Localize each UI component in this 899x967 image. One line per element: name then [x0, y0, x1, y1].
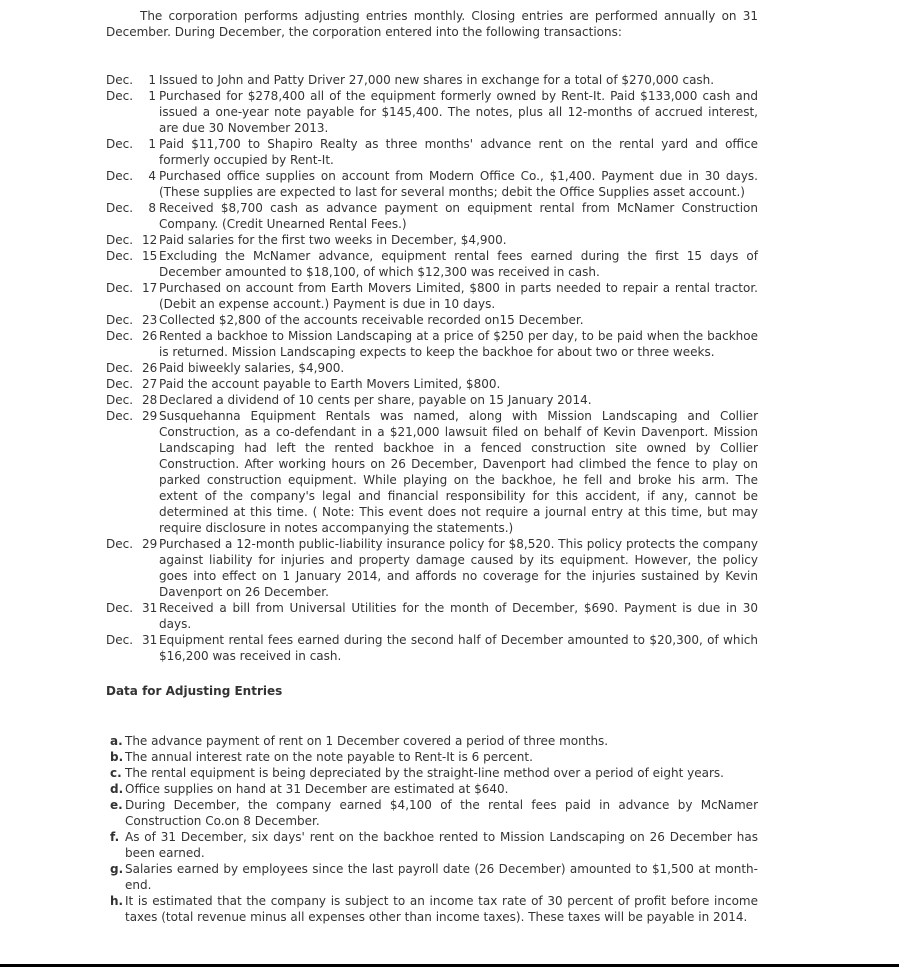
transaction-month: Dec.: [106, 169, 134, 183]
transaction-month: Dec.: [106, 377, 134, 391]
transaction-day: 15: [142, 249, 158, 263]
transaction-item: [106, 536, 758, 600]
transaction-day: 4: [148, 169, 156, 183]
transaction-date: [106, 408, 159, 536]
adjusting-letter: e.: [110, 798, 123, 812]
transaction-item: [106, 88, 758, 136]
transaction-text: Paid the account payable to Earth Movers Limited, $800.: [159, 377, 501, 391]
transaction-month: Dec.: [106, 137, 134, 151]
transaction-month: Dec.: [106, 393, 134, 407]
transaction-month: Dec.: [106, 361, 134, 375]
transaction-text: Received a bill from Universal Utilities for the month of December, $690. Payment is due in 30 days.: [159, 601, 758, 631]
adjusting-item: [110, 797, 758, 829]
transaction-month: Dec.: [106, 201, 134, 215]
transaction-day: 1: [148, 89, 156, 103]
adjusting-heading: Data for Adjusting Entries: [106, 684, 283, 698]
adjusting-letter: h.: [110, 894, 124, 908]
transaction-text: Purchased on account from Earth Movers Limited, $800 in parts needed to repair a rental tractor. (Debit an expense account.) Payment is due in 10 days.: [159, 281, 758, 311]
transaction-date: [106, 632, 159, 664]
transaction-month: Dec.: [106, 329, 134, 343]
transaction-item: [106, 328, 758, 360]
adjusting-item: [110, 765, 758, 781]
transaction-item: [106, 168, 758, 200]
transaction-day: 29: [142, 537, 158, 551]
transaction-month: Dec.: [106, 249, 134, 263]
transaction-date: [106, 72, 159, 88]
transaction-item: [106, 200, 758, 232]
adjusting-letter: f.: [110, 830, 120, 844]
transaction-item: [106, 632, 758, 664]
transaction-text: Purchased office supplies on account from Modern Office Co., $1,400. Payment due in 30 days. (These supplies are expected to last for several months; debit the Office Supplies asset account.): [159, 169, 758, 199]
transaction-text: Rented a backhoe to Mission Landscaping at a price of $250 per day, to be paid when the backhoe is returned. Mission Landscaping expects to keep the backhoe for about two or three weeks.: [159, 329, 758, 359]
transaction-day: 31: [142, 633, 158, 647]
transaction-item: [106, 280, 758, 312]
adjusting-text: As of 31 December, six days' rent on the backhoe rented to Mission Landscaping on 26 December has been earned.: [125, 830, 758, 860]
transaction-list: [106, 72, 758, 664]
transaction-item: [106, 600, 758, 632]
intro-paragraph: The corporation performs adjusting entries monthly. Closing entries are performed annually on 31 December. During December, the corporation entered into the following transactions:: [106, 9, 758, 39]
transaction-date: [106, 168, 159, 200]
adjusting-letter: g.: [110, 862, 124, 876]
transaction-text: Susquehanna Equipment Rentals was named, along with Mission Landscaping and Collier Construction, as a co-defendant in a $21,000 lawsuit filed on behalf of Kevin Davenport. Mission Landscaping had left the rented backhoe in a fenced construction site owned by Collier Construction. After working hours on 26 December, Davenport had climbed the fence to play on parked construction equipment. While playing on the backhoe, he fell and broke his arm. The extent of the company's legal and financial responsibility for this accident, if any, cannot be determined at this time. ( Note: This event does not require a journal entry at this time, but may require disclosure in notes accompanying the statements.): [159, 409, 758, 535]
transaction-month: Dec.: [106, 73, 134, 87]
transaction-date: [106, 376, 159, 392]
adjusting-letter: b.: [110, 750, 124, 764]
transaction-item: [106, 312, 758, 328]
adjusting-item: [110, 829, 758, 861]
adjusting-text: During December, the company earned $4,100 of the rental fees paid in advance by McNamer Construction Co.on 8 December.: [125, 798, 758, 828]
transaction-text: Paid salaries for the first two weeks in December, $4,900.: [159, 233, 507, 247]
adjusting-text: The rental equipment is being depreciated by the straight-line method over a period of eight years.: [125, 766, 724, 780]
transaction-day: 1: [148, 137, 156, 151]
transaction-month: Dec.: [106, 633, 134, 647]
transaction-text: Equipment rental fees earned during the second half of December amounted to $20,300, of which $16,200 was received in cash.: [159, 633, 758, 663]
transaction-day: 27: [142, 377, 158, 391]
transaction-item: [106, 248, 758, 280]
transaction-day: 1: [148, 73, 156, 87]
adjusting-item: [110, 893, 758, 925]
transaction-text: Purchased a 12-month public-liability insurance policy for $8,520. This policy protects the company against liability for injuries and property damage caused by its equipment. However, the policy goes into effect on 1 January 2014, and affords no coverage for the injuries sustained by Kevin Davenport on 26 December.: [159, 537, 758, 599]
transaction-day: 29: [142, 409, 158, 423]
transaction-text: Issued to John and Patty Driver 27,000 new shares in exchange for a total of $270,000 cash.: [159, 73, 715, 87]
transaction-date: [106, 200, 159, 232]
transaction-day: 31: [142, 601, 158, 615]
transaction-item: [106, 72, 758, 88]
adjusting-item: [110, 861, 758, 893]
adjusting-text: Office supplies on hand at 31 December are estimated at $640.: [125, 782, 509, 796]
transaction-month: Dec.: [106, 601, 134, 615]
transaction-item: [106, 136, 758, 168]
transaction-text: Paid $11,700 to Shapiro Realty as three months' advance rent on the rental yard and office formerly occupied by Rent-It.: [159, 137, 758, 167]
adjusting-text: The annual interest rate on the note payable to Rent-It is 6 percent.: [125, 750, 533, 764]
adjusting-item: [110, 749, 758, 765]
transaction-text: Purchased for $278,400 all of the equipment formerly owned by Rent-It. Paid $133,000 cash and issued a one-year note payable for $145,400. The notes, plus all 12-months of accrued interest, are due 30 November 2013.: [159, 89, 758, 135]
transaction-item: [106, 376, 758, 392]
adjusting-item: [110, 733, 758, 749]
transaction-day: 8: [148, 201, 156, 215]
adjusting-letter: a.: [110, 734, 123, 748]
transaction-month: Dec.: [106, 409, 134, 423]
transaction-day: 26: [142, 361, 158, 375]
transaction-date: [106, 280, 159, 312]
transaction-month: Dec.: [106, 537, 134, 551]
transaction-date: [106, 88, 159, 136]
transaction-month: Dec.: [106, 313, 134, 327]
transaction-date: [106, 392, 159, 408]
transaction-date: [106, 136, 159, 168]
adjusting-item: [110, 781, 758, 797]
adjusting-text: It is estimated that the company is subject to an income tax rate of 30 percent of profit before income taxes (total revenue minus all expenses other than income taxes). These taxes will be payable in 2014.: [125, 894, 758, 924]
transaction-day: 23: [142, 313, 158, 327]
transaction-item: [106, 392, 758, 408]
transaction-month: Dec.: [106, 89, 134, 103]
adjusting-text: The advance payment of rent on 1 December covered a period of three months.: [125, 734, 609, 748]
transaction-item: [106, 408, 758, 536]
transaction-date: [106, 600, 159, 632]
adjusting-text: Salaries earned by employees since the last payroll date (26 December) amounted to $1,500 at month-end.: [125, 862, 758, 892]
transaction-date: [106, 536, 159, 600]
transaction-month: Dec.: [106, 233, 134, 247]
transaction-item: [106, 232, 758, 248]
transaction-text: Paid biweekly salaries, $4,900.: [159, 361, 345, 375]
transaction-day: 28: [142, 393, 158, 407]
adjusting-list: [110, 733, 758, 925]
transaction-item: [106, 360, 758, 376]
transaction-date: [106, 248, 159, 280]
transaction-text: Excluding the McNamer advance, equipment rental fees earned during the first 15 days of December amounted to $18,100, of which $12,300 was received in cash.: [159, 249, 758, 279]
transaction-text: Declared a dividend of 10 cents per share, payable on 15 January 2014.: [159, 393, 592, 407]
transaction-text: Collected $2,800 of the accounts receivable recorded on15 December.: [159, 313, 584, 327]
transaction-day: 26: [142, 329, 158, 343]
transaction-day: 12: [142, 233, 158, 247]
transaction-date: [106, 312, 159, 328]
transaction-day: 17: [142, 281, 158, 295]
transaction-date: [106, 328, 159, 360]
transaction-date: [106, 360, 159, 376]
transaction-text: Received $8,700 cash as advance payment on equipment rental from McNamer Construction Company. (Credit Unearned Rental Fees.): [159, 201, 758, 231]
adjusting-letter: d.: [110, 782, 124, 796]
transaction-date: [106, 232, 159, 248]
transaction-month: Dec.: [106, 281, 134, 295]
adjusting-letter: c.: [110, 766, 122, 780]
